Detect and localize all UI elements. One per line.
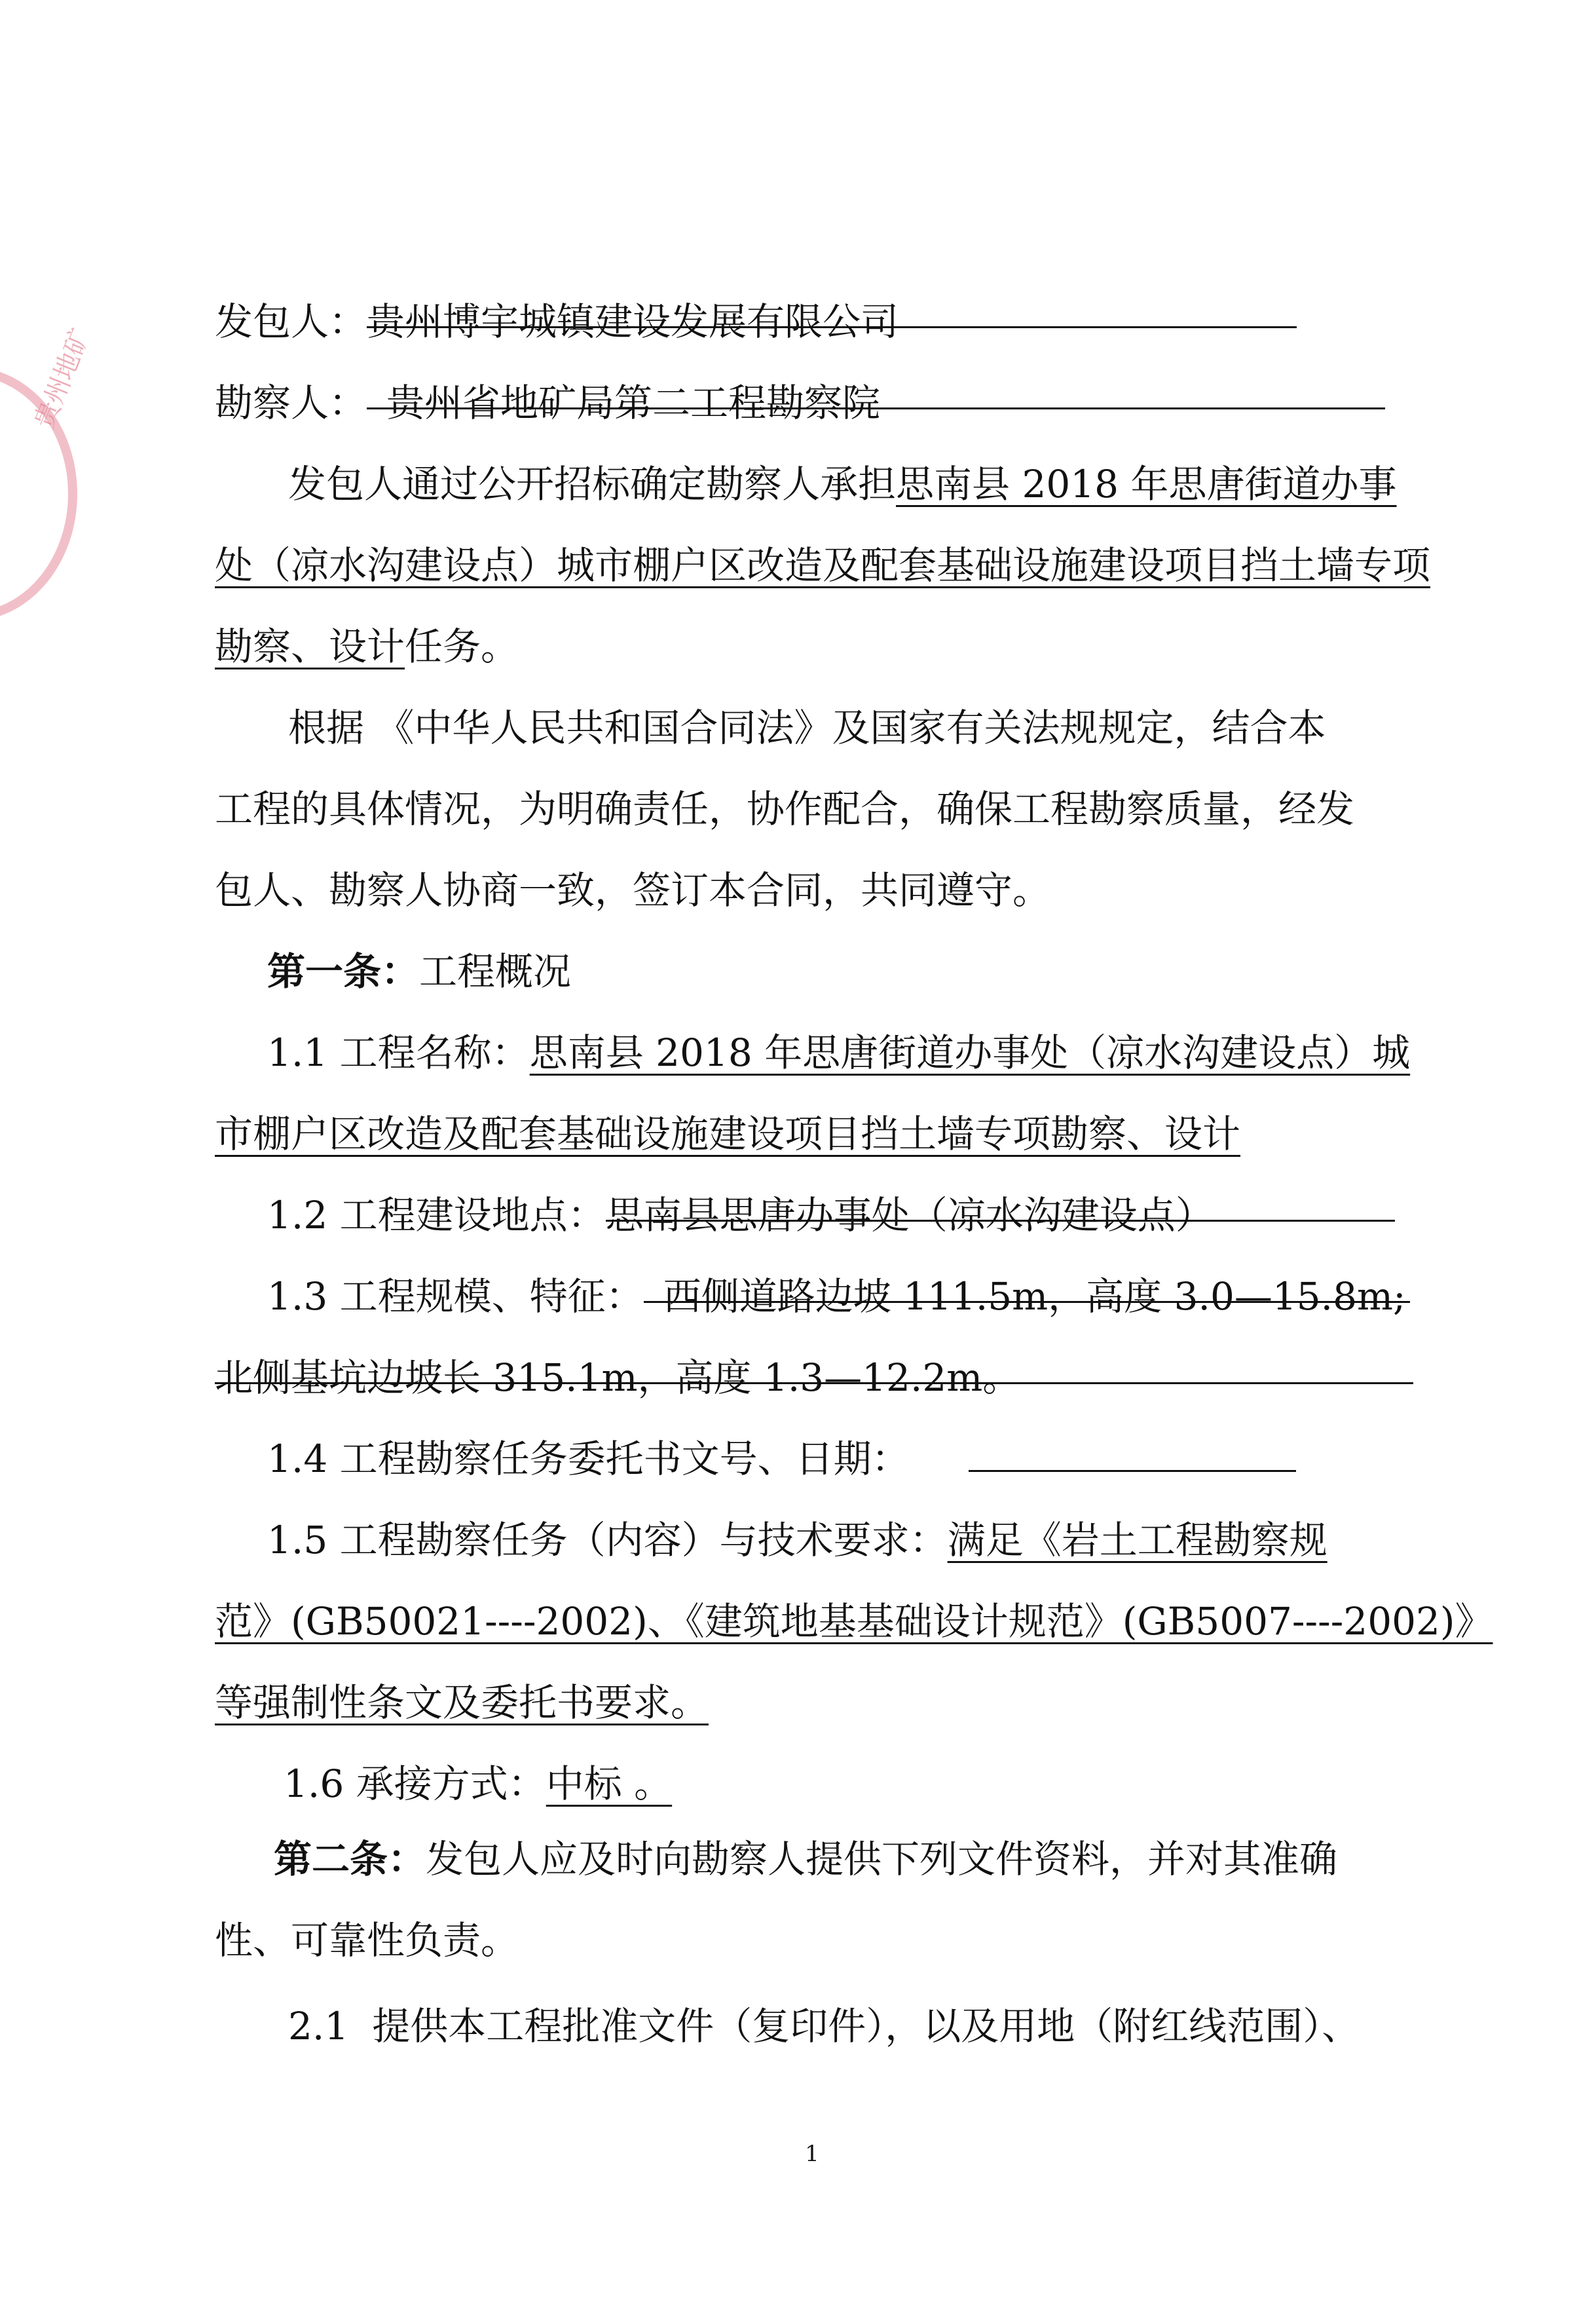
- intro-p2-line1: 根据 《中华人民共和国合同法》及国家有关法规规定，结合本: [288, 706, 1326, 750]
- intro-p1-lead: 发包人通过公开招标确定勘察人承担: [288, 462, 897, 506]
- intro-p1-line3: [215, 605, 1413, 688]
- surveyor-name: 贵州省地矿局第二工程勘察院: [386, 381, 881, 425]
- surveyor-name-field: [367, 362, 1385, 425]
- article2-title: 第二条：: [274, 1837, 426, 1881]
- item-1-3-value-2: 北侧基坑边坡长 315.1m，高度 1.3—12.2m。: [215, 1355, 1021, 1400]
- item-1-2-line: [215, 1174, 1413, 1256]
- item-2-1-text: 提供本工程批准文件（复印件），以及用地（附红线范围）、: [372, 2004, 1360, 2048]
- item-1-4-line: [215, 1418, 1413, 1500]
- item-1-4-blank-field: [969, 1424, 1296, 1472]
- article2-line1: [215, 1818, 1413, 1900]
- page-number: 1: [805, 2141, 819, 2167]
- item-1-3-value-1: 西侧道路边坡 111.5m，高度 3.0—15.8m;: [663, 1274, 1406, 1319]
- item-1-2-label: 1.2 工程建设地点：: [267, 1193, 606, 1237]
- item-1-3-field: [644, 1255, 1410, 1319]
- item-1-3-line1: [215, 1255, 1413, 1338]
- article1-title-text: 工程概况: [419, 949, 572, 994]
- surveyor-label: 勘察人：: [215, 381, 367, 425]
- intro-p1-tail: 任务。: [405, 624, 519, 669]
- item-1-1-line1: [215, 1011, 1413, 1094]
- item-2-1-line: [215, 1985, 1413, 2067]
- item-1-5-value-1: 满足《岩土工程勘察规: [947, 1518, 1327, 1562]
- item-1-2-field: [605, 1174, 1395, 1237]
- item-1-3-line2: [215, 1336, 1413, 1419]
- item-1-3-field-2: [215, 1336, 1413, 1400]
- item-1-6-line: [215, 1742, 1413, 1825]
- item-1-5-value-3: 等强制性条文及委托书要求。: [215, 1680, 709, 1725]
- intro-p1-project-2: 处（凉水沟建设点）城市棚户区改造及配套基础设施建设项目挡土墙专项: [215, 543, 1431, 588]
- intro-p1-project-3: 勘察、设计: [215, 624, 405, 669]
- item-1-1-value-1: 思南县 2018 年思唐街道办事处（凉水沟建设点）城: [529, 1030, 1411, 1075]
- intro-p2-line2: 工程的具体情况，为明确责任，协作配合，确保工程勘察质量，经发: [215, 787, 1355, 831]
- item-2-1-label: 2.1: [288, 2004, 349, 2048]
- item-1-5-value-2: 范》(GB50021----2002)、《建筑地基基础设计规范》(GB5007----2002)》: [215, 1599, 1493, 1644]
- item-1-1-value-2: 市棚户区改造及配套基础设施建设项目挡土墙专项勘察、设计: [215, 1112, 1241, 1156]
- item-1-1-label: 1.1 工程名称：: [267, 1030, 530, 1075]
- intro-p1-line1: [215, 443, 1413, 525]
- article1-heading: [215, 930, 1413, 1013]
- item-1-3-label: 1.3 工程规模、特征：: [267, 1274, 644, 1319]
- article2-line2: 性、可靠性负责。: [215, 1918, 519, 1963]
- employer-label: 发包人：: [215, 299, 367, 344]
- item-1-5-line3: [215, 1661, 1413, 1744]
- employer-name-field: [367, 280, 1297, 344]
- item-1-6-label: 1.6 承接方式：: [284, 1761, 546, 1806]
- article2-text-1: 发包人应及时向勘察人提供下列文件资料，并对其准确: [426, 1837, 1338, 1881]
- surveyor-line: [215, 362, 1413, 444]
- item-1-5-label: 1.5 工程勘察任务（内容）与技术要求：: [267, 1518, 948, 1562]
- article1-title: 第一条：: [267, 949, 420, 994]
- seal-text: 贵州地矿: [29, 324, 96, 433]
- item-1-5-line1: [215, 1499, 1413, 1581]
- item-1-1-line2: [215, 1093, 1413, 1175]
- intro-p1-project-1: 思南县 2018 年思唐街道办事: [896, 462, 1397, 506]
- item-1-6-value: 中标 。: [546, 1761, 673, 1806]
- item-1-5-line2: [215, 1580, 1493, 1663]
- employer-line: [215, 280, 1413, 363]
- item-1-4-label: 1.4 工程勘察任务委托书文号、日期：: [267, 1437, 910, 1481]
- intro-p1-line2: [215, 524, 1431, 607]
- employer-name: 贵州博宇城镇建设发展有限公司: [367, 299, 899, 344]
- item-1-2-value: 思南县思唐办事处（凉水沟建设点）: [605, 1193, 1214, 1237]
- intro-p2-line3: 包人、勘察人协商一致，签订本合同，共同遵守。: [215, 868, 1051, 913]
